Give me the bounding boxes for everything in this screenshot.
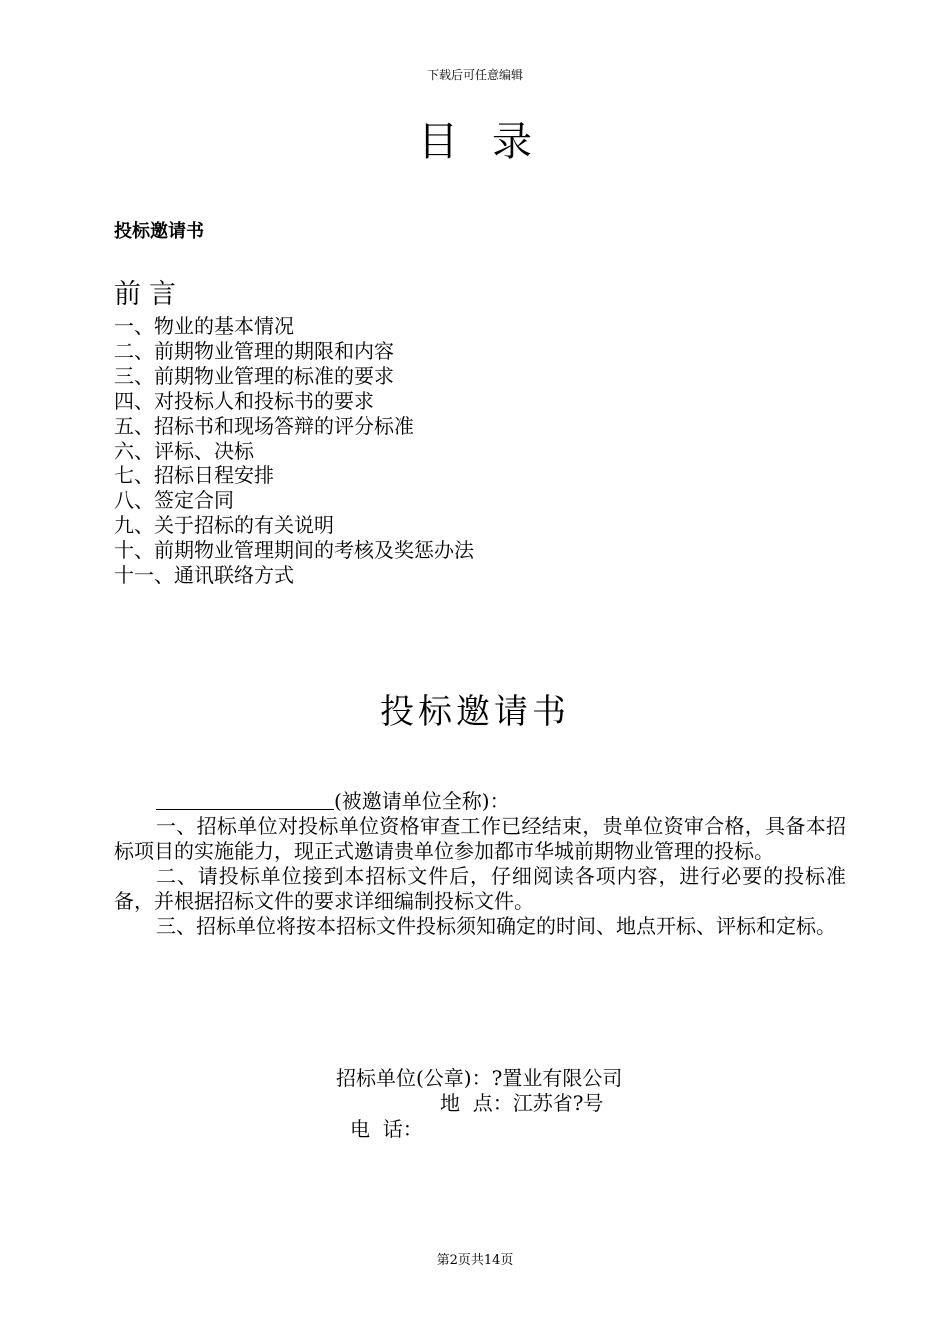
signature-phone: 电 话： (350, 1117, 423, 1141)
addressee-suffix: (被邀请单位全称)： (334, 789, 510, 813)
toc-item: 二、前期物业管理的期限和内容 (114, 338, 394, 363)
toc-item: 九、关于招标的有关说明 (114, 513, 334, 538)
toc-item: 八、签定合同 (114, 488, 234, 513)
toc-item: 三、前期物业管理的标准的要求 (114, 363, 394, 388)
invitation-paragraph-2: 二、请投标单位接到本招标文件后，仔细阅读各项内容，进行必要的投标准备，并根据招标文件的要求详细编制投标文件。 (114, 864, 846, 913)
invitation-paragraph-3: 三、招标单位将按本招标文件投标须知确定的时间、地点开标、评标和定标。 (156, 914, 836, 938)
signature-address: 地 点：江苏省?号 (440, 1091, 604, 1115)
toc-item: 十、前期物业管理期间的考核及奖惩办法 (114, 538, 474, 563)
toc-item: 五、招标书和现场答辩的评分标准 (114, 413, 414, 438)
toc-item: 十一、通讯联络方式 (114, 563, 294, 588)
invitation-paragraph-1: 一、招标单位对投标单位资格审查工作已经结束，贵单位资审合格，具备本招标项目的实施能力，现正式邀请贵单位参加都市华城前期物业管理的投标。 (114, 814, 846, 863)
page-footer: 第2页共14页 (436, 1253, 514, 1268)
toc-item: 四、对投标人和投标书的要求 (114, 388, 374, 413)
toc-list (114, 314, 474, 588)
toc-title: 目录 (418, 119, 566, 165)
header-note: 下载后可任意编辑 (426, 68, 523, 82)
toc-foreword: 前言 (114, 279, 184, 310)
toc-item: 七、招标日程安排 (114, 463, 274, 488)
invitation-body (114, 789, 846, 939)
toc-item: 一、物业的基本情况 (114, 314, 294, 338)
addressee-line (114, 789, 846, 814)
signature-company: 招标单位(公章)：?置业有限公司 (336, 1066, 623, 1090)
toc-item: 六、评标、决标 (114, 438, 254, 463)
toc-invitation-heading: 投标邀请书 (114, 221, 204, 242)
invitation-title: 投标邀请书 (380, 692, 570, 732)
addressee-blank (156, 789, 334, 810)
